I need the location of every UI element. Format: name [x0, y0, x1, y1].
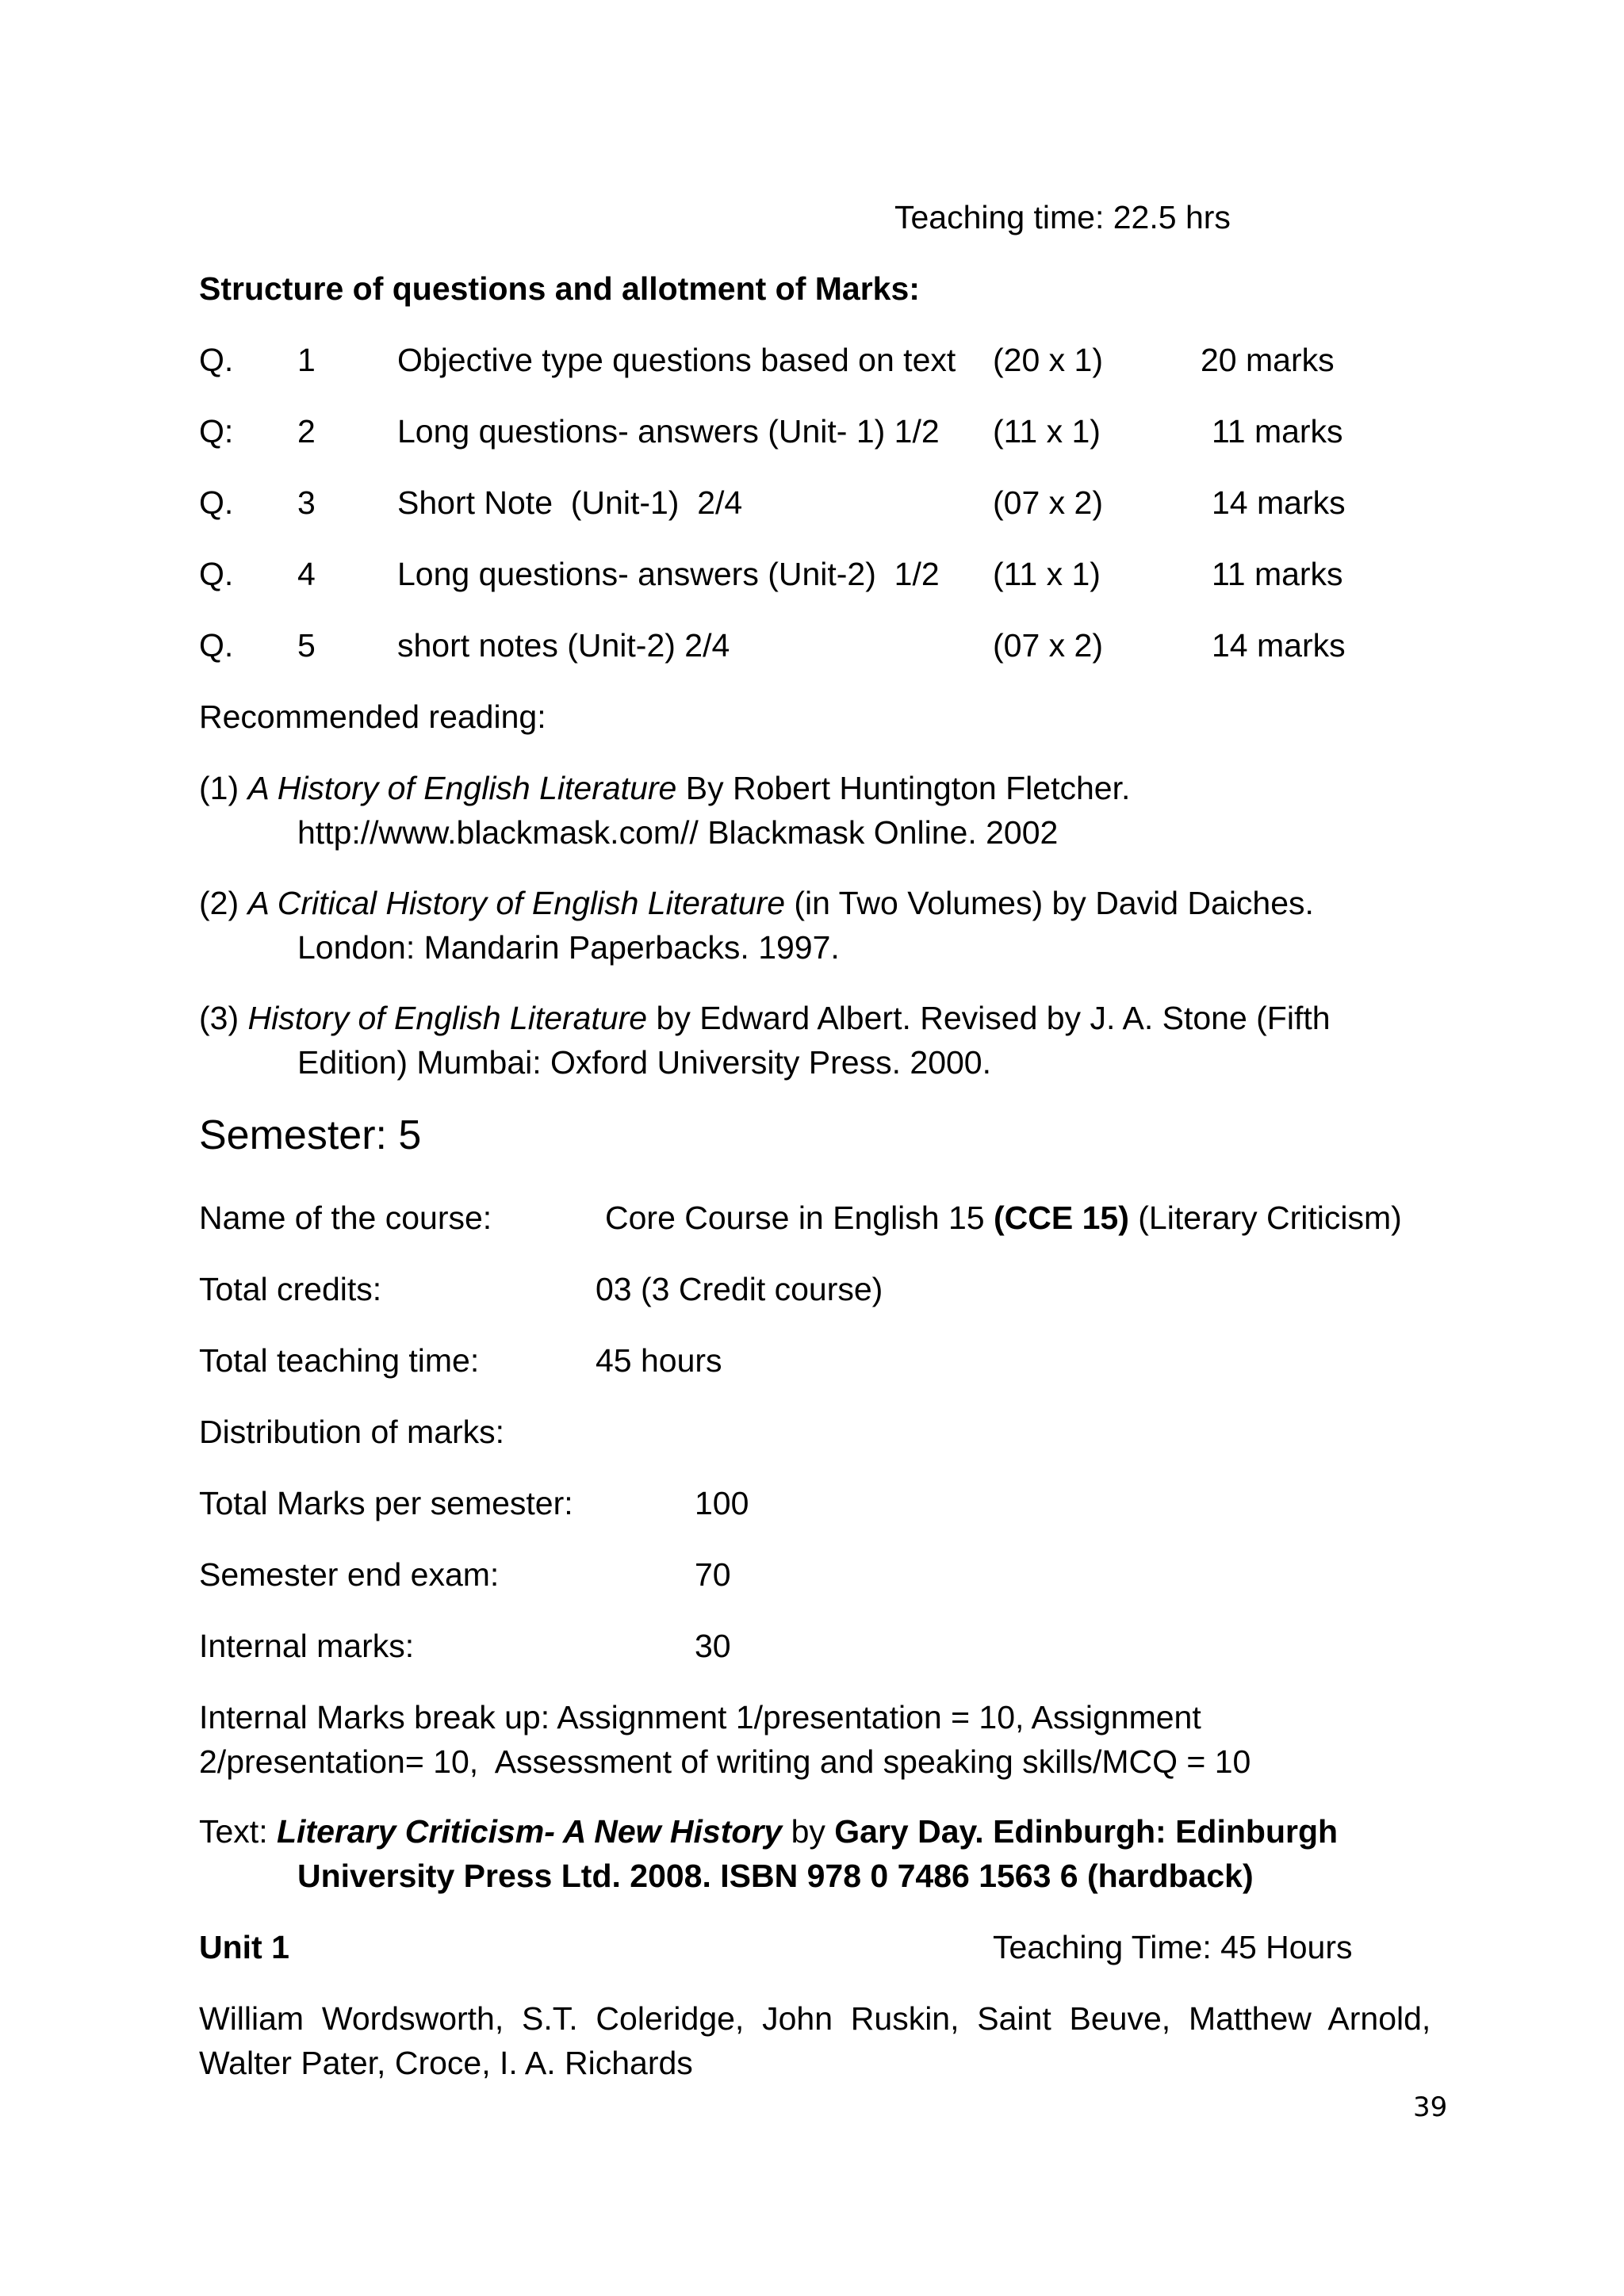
total-marks-label: Total Marks per semester: [199, 1485, 573, 1521]
course-name-text: Core Course in English 15 [605, 1200, 994, 1236]
credits-label: Total credits: [199, 1271, 382, 1307]
internal-breakup-line1: Internal Marks break up: Assignment 1/presentation = 10, Assignment [199, 1699, 1201, 1735]
teaching-time-label: Total teaching time: [199, 1342, 480, 1379]
course-name-value [605, 1196, 1402, 1240]
question-marks: 20 marks [1201, 342, 1335, 378]
question-marks: 14 marks [1212, 484, 1346, 521]
question-label: Q: [199, 413, 234, 450]
reading-item [199, 881, 1314, 925]
question-description: Long questions- answers (Unit-2) 1/2 [397, 556, 940, 592]
question-marks: 14 marks [1212, 627, 1346, 664]
question-calc: (07 x 2) [993, 627, 1103, 664]
question-number: 2 [297, 413, 316, 450]
internal-breakup-line2: 2/presentation= 10, Assessment of writing and speaking skills/MCQ = 10 [199, 1743, 1251, 1780]
end-exam-value: 70 [695, 1556, 731, 1593]
reading-details: By Robert Huntington Fletcher. [676, 770, 1131, 806]
reading-item [199, 766, 1130, 810]
text-title: Literary Criticism- A New History [276, 1813, 783, 1850]
question-calc: (07 x 2) [993, 484, 1103, 521]
semester-heading: Semester: 5 [199, 1112, 422, 1158]
internal-marks-label: Internal marks: [199, 1628, 415, 1664]
reading-source: http://www.blackmask.com// Blackmask Online. 2002 [297, 814, 1059, 851]
course-name-label: Name of the course: [199, 1200, 492, 1236]
internal-marks-value: 30 [695, 1628, 731, 1664]
end-exam-label: Semester end exam: [199, 1556, 500, 1593]
question-calc: (20 x 1) [993, 342, 1103, 378]
question-number: 5 [297, 627, 316, 664]
question-description: short notes (Unit-2) 2/4 [397, 627, 730, 664]
reading-prefix: (1) [199, 770, 248, 806]
reading-title: A Critical History of English Literature [247, 885, 786, 921]
question-label: Q. [199, 342, 234, 378]
reading-details: (in Two Volumes) by David Daiches. [785, 885, 1314, 921]
teaching-time-value: 45 hours [596, 1342, 722, 1379]
reading-details: by Edward Albert. Revised by J. A. Stone (Fifth [647, 1000, 1331, 1036]
teaching-time-top: Teaching time: 22.5 hrs [894, 199, 1231, 235]
total-marks-value: 100 [695, 1485, 749, 1521]
reading-title: A History of English Literature [247, 770, 677, 806]
unit1-teaching-time: Teaching Time: 45 Hours [993, 1929, 1353, 1965]
question-marks: 11 marks [1212, 413, 1343, 450]
text-reference-line2: University Press Ltd. 2008. ISBN 978 0 7486 1563 6 (hardback) [297, 1858, 1254, 1894]
question-marks: 11 marks [1212, 556, 1343, 592]
reading-prefix: (3) [199, 1000, 248, 1036]
question-description: Objective type questions based on text [397, 342, 956, 378]
text-by: by [782, 1813, 835, 1850]
question-number: 1 [297, 342, 316, 378]
question-number: 4 [297, 556, 316, 592]
question-label: Q. [199, 556, 234, 592]
question-label: Q. [199, 484, 234, 521]
reading-source: Edition) Mumbai: Oxford University Press. 2000. [297, 1044, 991, 1081]
question-description: Long questions- answers (Unit- 1) 1/2 [397, 413, 940, 450]
course-code: (CCE 15) [993, 1200, 1129, 1236]
unit1-authors-line2: Walter Pater, Croce, I. A. Richards [199, 2045, 693, 2081]
unit1-label: Unit 1 [199, 1929, 289, 1965]
reading-item [199, 996, 1331, 1040]
text-publisher: Gary Day. Edinburgh: Edinburgh [834, 1813, 1339, 1850]
question-label: Q. [199, 627, 234, 664]
credits-value: 03 (3 Credit course) [596, 1271, 883, 1307]
reading-title: History of English Literature [247, 1000, 648, 1036]
unit1-authors-line1: William Wordsworth, S.T. Coleridge, John Ruskin, Saint Beuve, Matthew Arnold, [199, 2000, 1431, 2037]
course-subject: (Literary Criticism) [1128, 1200, 1402, 1236]
reading-prefix: (2) [199, 885, 248, 921]
distribution-label: Distribution of marks: [199, 1414, 505, 1450]
question-calc: (11 x 1) [993, 413, 1101, 450]
reading-source: London: Mandarin Paperbacks. 1997. [297, 929, 840, 966]
question-calc: (11 x 1) [993, 556, 1101, 592]
structure-heading: Structure of questions and allotment of Marks: [199, 270, 920, 307]
question-description: Short Note (Unit-1) 2/4 [397, 484, 743, 521]
question-number: 3 [297, 484, 316, 521]
page-number: 39 [1413, 2091, 1448, 2123]
text-label: Text: [199, 1813, 277, 1850]
recommended-heading: Recommended reading: [199, 698, 546, 735]
text-reference [199, 1809, 1338, 1854]
